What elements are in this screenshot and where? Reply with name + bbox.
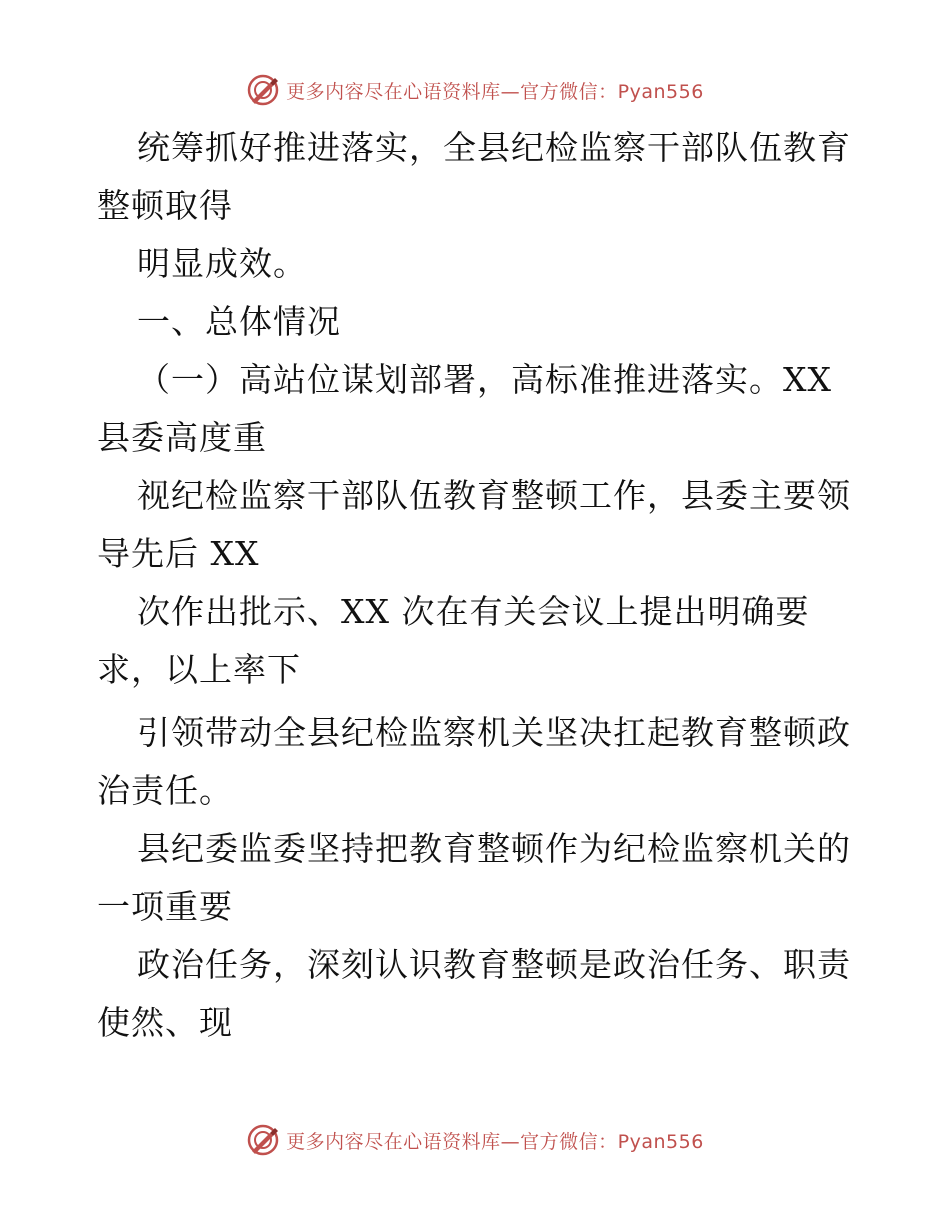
paragraph-line: 统筹抓好推进落实，全县纪检监察干部队伍教育 — [137, 128, 851, 167]
paragraph-line: 一项重要 — [97, 887, 233, 926]
paragraph-line: 县委高度重 — [97, 418, 267, 457]
paragraph-line: 次作出批示、XX 次在有关会议上提出明确要 — [137, 592, 810, 631]
section-heading: 一、总体情况 — [137, 302, 341, 341]
paragraph-line: 导先后 XX — [97, 534, 260, 573]
paragraph-line: 治责任。 — [97, 771, 233, 810]
paragraph-line: 明显成效。 — [137, 244, 307, 283]
paragraph-line: （一）高站位谋划部署，高标准推进落实。XX — [137, 360, 832, 399]
paragraph-line: 政治任务，深刻认识教育整顿是政治任务、职责 — [137, 945, 851, 984]
paragraph-line: 求，以上率下 — [97, 650, 301, 689]
pen-logo-icon — [246, 73, 280, 107]
paragraph-line: 视纪检监察干部队伍教育整顿工作，县委主要领 — [137, 476, 851, 515]
watermark-text: 更多内容尽在心语资料库—官方微信：Pyan556 — [286, 80, 704, 103]
paragraph-line: 整顿取得 — [97, 186, 233, 225]
pen-logo-icon — [246, 1123, 280, 1157]
watermark-text: 更多内容尽在心语资料库—官方微信：Pyan556 — [286, 1130, 704, 1153]
paragraph-line: 引领带动全县纪检监察机关坚决扛起教育整顿政 — [137, 713, 851, 752]
header-watermark — [0, 70, 950, 110]
paragraph-line: 使然、现 — [97, 1003, 233, 1042]
footer-watermark — [0, 1120, 950, 1160]
paragraph-line: 县纪委监委坚持把教育整顿作为纪检监察机关的 — [137, 829, 851, 868]
